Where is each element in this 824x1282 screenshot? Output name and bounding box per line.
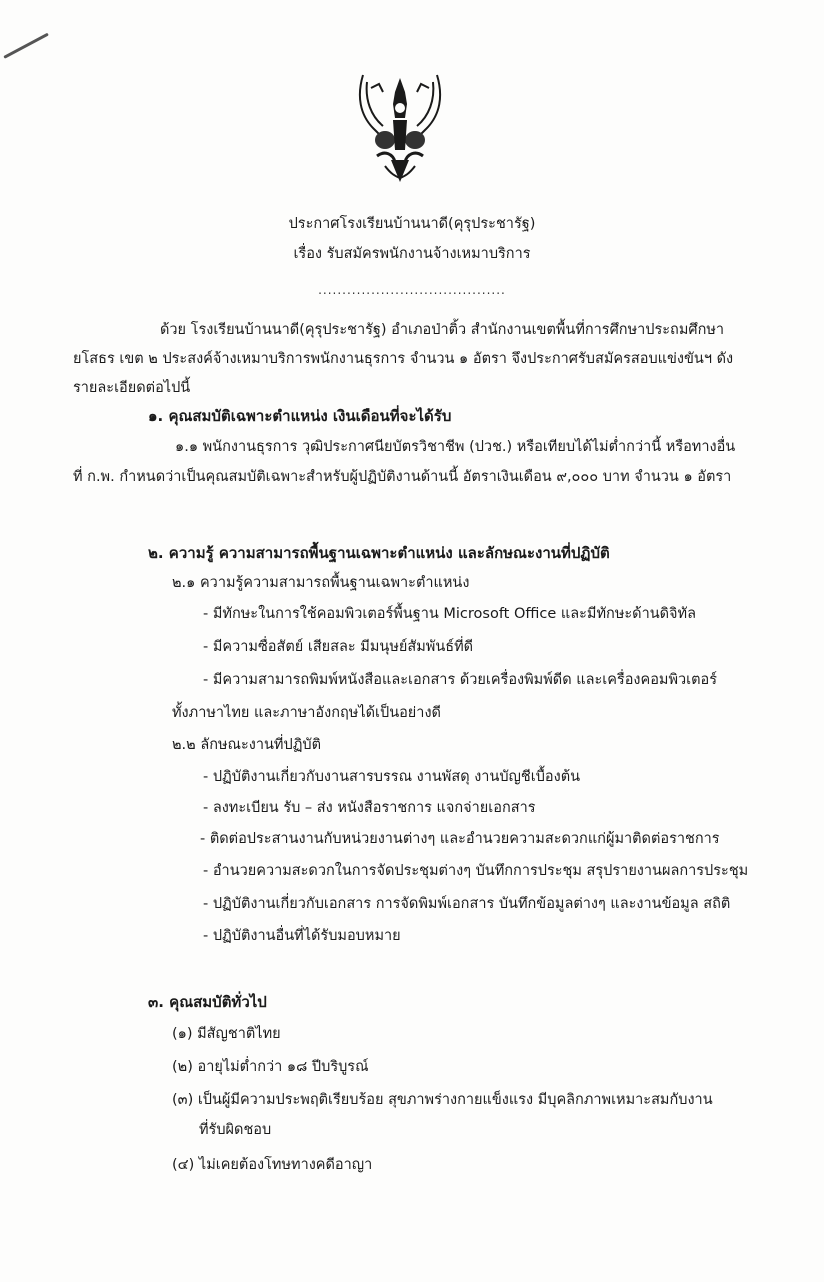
- section-2-2-heading: ๒.๒ ลักษณะงานที่ปฏิบัติ: [172, 737, 322, 753]
- section-3-item-3-continuation: ที่รับผิดชอบ: [199, 1122, 272, 1138]
- section-2-1-item: - มีความสามารถพิมพ์หนังสือและเอกสาร ด้วยเครื่องพิมพ์ดีด และเครื่องคอมพิวเตอร์: [203, 672, 718, 688]
- section-3-item: (๔) ไม่เคยต้องโทษทางคดีอาญา: [172, 1157, 373, 1173]
- section-1-heading: ๑. คุณสมบัติเฉพาะตำแหน่ง เงินเดือนที่จะได้รับ: [148, 407, 452, 425]
- section-2-2-item: - ติดต่อประสานงานกับหน่วยงานต่างๆ และอำนวยความสะดวกแก่ผู้มาติดต่อราชการ: [200, 831, 720, 847]
- section-2-2-item: - ปฏิบัติงานอื่นที่ได้รับมอบหมาย: [203, 928, 401, 944]
- section-2-2-item: - อำนวยความสะดวกในการจัดประชุมต่างๆ บันทึกการประชุม สรุปรายงานผลการประชุม: [203, 863, 749, 879]
- section-2-1-continuation: ทั้งภาษาไทย และภาษาอังกฤษได้เป็นอย่างดี: [172, 705, 441, 721]
- intro-line-1: ด้วย โรงเรียนบ้านนาดี(คุรุประชารัฐ) อำเภอป่าติ้ว สำนักงานเขตพื้นที่การศึกษาประถมศึกษา: [160, 322, 725, 338]
- document-title: ประกาศโรงเรียนบ้านนาดี(คุรุประชารัฐ): [288, 216, 536, 232]
- section-3-item: (๑) มีสัญชาติไทย: [172, 1026, 281, 1042]
- header-separator: .......................................: [318, 283, 506, 297]
- section-2-1-heading: ๒.๑ ความรู้ความสามารถพื้นฐานเฉพาะตำแหน่ง: [172, 575, 470, 591]
- pen-mark: [3, 33, 49, 59]
- section-2-1-item: - มีทักษะในการใช้คอมพิวเตอร์พื้นฐาน Microsoft Office และมีทักษะด้านดิจิทัล: [203, 606, 696, 622]
- section-2-2-item: - ปฏิบัติงานเกี่ยวกับเอกสาร การจัดพิมพ์เอกสาร บันทึกข้อมูลต่างๆ และงานข้อมูล สถิติ: [203, 896, 731, 912]
- section-2-1-item: - มีความซื่อสัตย์ เสียสละ มีมนุษย์สัมพันธ์ที่ดี: [203, 639, 474, 655]
- intro-line-3: รายละเอียดต่อไปนี้: [73, 380, 191, 396]
- garuda-emblem-icon: [355, 70, 445, 185]
- section-1-item-1-line-1: ๑.๑ พนักงานธุรการ วุฒิประกาศนียบัตรวิชาชีพ (ปวช.) หรือเทียบได้ไม่ต่ำกว่านี้ หรือทางอื่น: [175, 439, 736, 455]
- intro-line-2: ยโสธร เขต ๒ ประสงค์จ้างเหมาบริการพนักงานธุรการ จำนวน ๑ อัตรา จึงประกาศรับสมัครสอบแข่งขันฯ ดัง: [73, 351, 734, 367]
- section-1-item-1-line-2: ที่ ก.พ. กำหนดว่าเป็นคุณสมบัติเฉพาะสำหรับผู้ปฏิบัติงานด้านนี้ อัตราเงินเดือน ๙,๐๐๐ บาท จำนวน ๑ อัตรา: [73, 469, 732, 485]
- section-3-item: (๓) เป็นผู้มีความประพฤติเรียบร้อย สุขภาพร่างกายแข็งแรง มีบุคลิกภาพเหมาะสมกับงาน: [172, 1092, 713, 1108]
- document-subject: เรื่อง รับสมัครพนักงานจ้างเหมาบริการ: [293, 246, 531, 262]
- section-3-item: (๒) อายุไม่ต่ำกว่า ๑๘ ปีบริบูรณ์: [172, 1059, 369, 1075]
- section-2-2-item: - ปฏิบัติงานเกี่ยวกับงานสารบรรณ งานพัสดุ งานบัญชีเบื้องต้น: [203, 769, 581, 785]
- section-2-2-item: - ลงทะเบียน รับ – ส่ง หนังสือราชการ แจกจ่ายเอกสาร: [203, 800, 536, 816]
- section-2-heading: ๒. ความรู้ ความสามารถพื้นฐานเฉพาะตำแหน่ง และลักษณะงานที่ปฏิบัติ: [148, 544, 610, 562]
- section-3-heading: ๓. คุณสมบัติทั่วไป: [148, 993, 267, 1011]
